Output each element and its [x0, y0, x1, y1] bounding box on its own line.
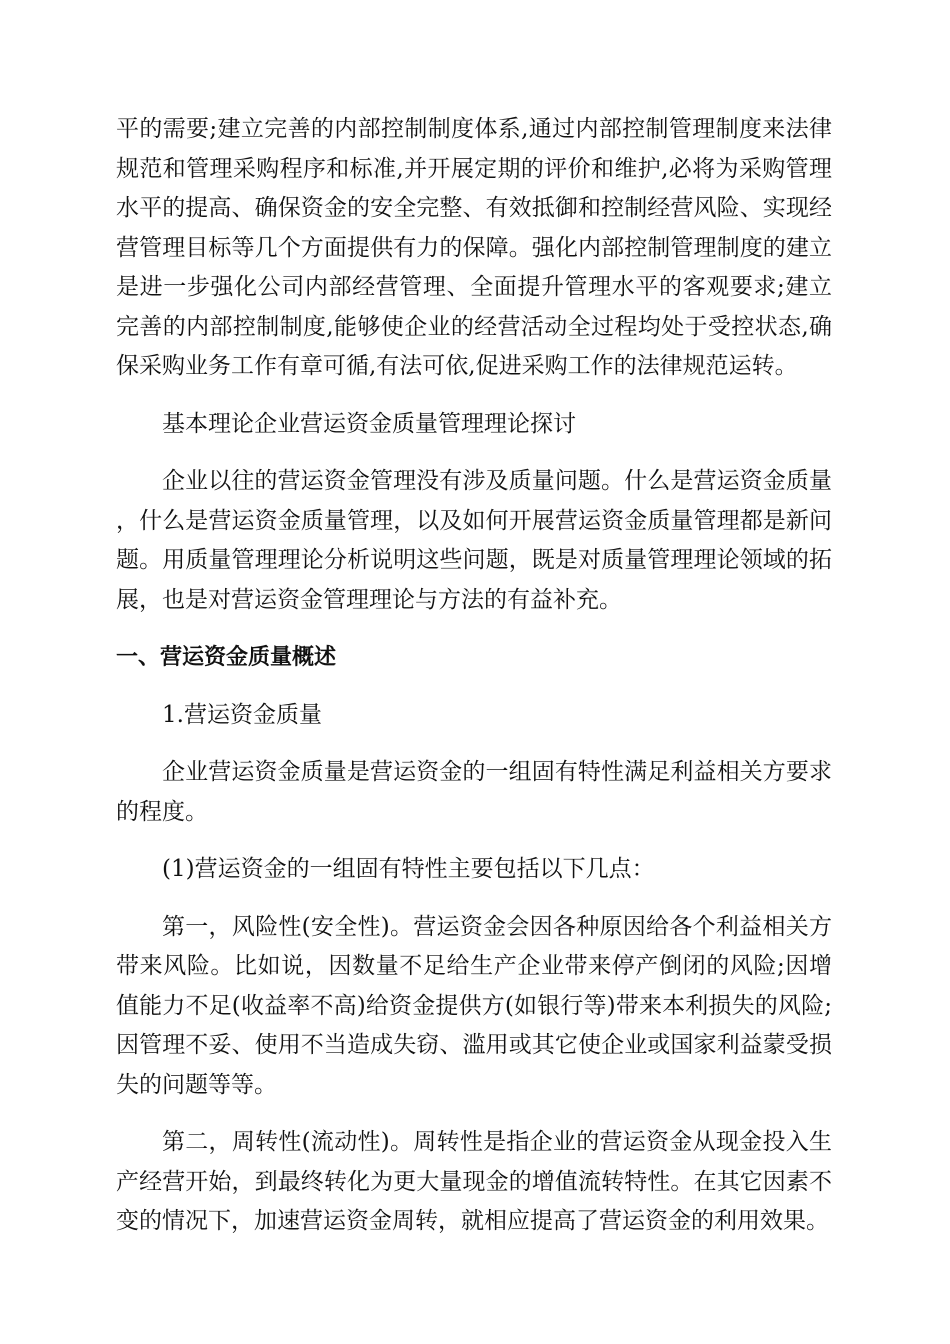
- paragraph-definition: 企业营运资金质量是营运资金的一组固有特性满足利益相关方要求的程度。: [116, 759, 832, 825]
- paragraph-characteristics-intro: (1)营运资金的一组固有特性主要包括以下几点：: [162, 856, 655, 882]
- section-heading: 一、营运资金质量概述: [116, 645, 337, 670]
- paragraph-risk: 第一，风险性(安全性)。营运资金会因各种原因给各个利益相关方带来风险。比如说，因数量不足给生产企业带来停产倒闭的风险;因增值能力不足(收益率不高)给资金提供方(如银行等)带来本利损失的风险;因管理不妥、使用不当造成失窃、滥用或其它使企业或国家利益蒙受损失的问题等等。: [116, 913, 832, 1098]
- paragraph-internal-control: 平的需要;建立完善的内部控制制度体系,通过内部控制管理制度来法律规范和管理采购程序和标准,并开展定期的评价和维护,必将为采购管理水平的提高、确保资金的安全完整、有效抵御和控制经营风险、实现经营管理目标等几个方面提供有力的保障。强化内部控制管理制度的建立是进一步强化公司内部经营管理、全面提升管理水平的客观要求;建立完善的内部控制制度,能够使企业的经营活动全过程均处于受控状态,确保采购业务工作有章可循,有法可依,促进采购工作的法律规范运转。: [116, 116, 832, 379]
- paragraph-intro: 企业以往的营运资金管理没有涉及质量问题。什么是营运资金质量，什么是营运资金质量管理，以及如何开展营运资金质量管理都是新问题。用质量管理理论分析说明这些问题，既是对质量管理理论领域的拓展，也是对营运资金管理理论与方法的有益补充。: [116, 468, 832, 613]
- subsection-heading: 1.营运资金质量: [162, 701, 322, 728]
- paragraph-turnover: 第二，周转性(流动性)。周转性是指企业的营运资金从现金投入生产经营开始，到最终转化为更大量现金的增值流转特性。在其它因素不变的情况下，加速营运资金周转，就相应提高了营运资金的利用效果。: [116, 1129, 832, 1234]
- paragraph-subtitle: 基本理论企业营运资金质量管理理论探讨: [162, 410, 576, 437]
- document-page: [116, 110, 832, 1242]
